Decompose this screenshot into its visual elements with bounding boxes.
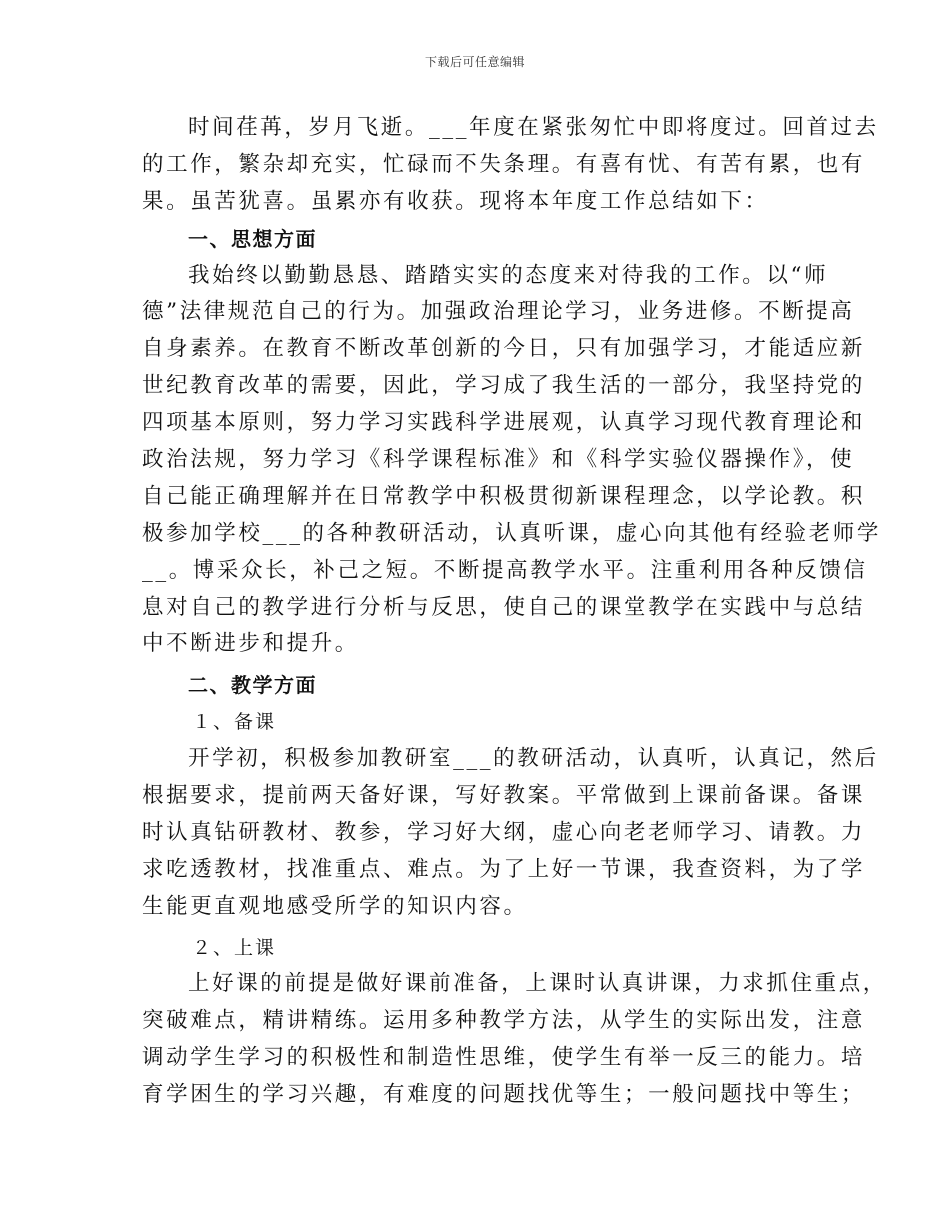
paragraph-line: 果。虽苦犹喜。虽累亦有收获。现将本年度工作总结如下：: [142, 188, 769, 214]
paragraph-line: 政治法规，努力学习《科学课程标准》和《科学实验仪器操作》，使: [142, 447, 855, 473]
paragraph-line: 息对自己的教学进行分析与反思，使自己的课堂教学在实践中与总结: [142, 594, 866, 620]
section-heading: 二、教学方面: [188, 673, 317, 698]
subsection-heading: １、备课: [192, 711, 277, 734]
paragraph-line: 中不断进步和提升。: [142, 631, 359, 657]
page-header-note: 下载后可任意编辑: [424, 55, 525, 69]
paragraph-line: 我始终以勤勤恳恳、踏踏实实的态度来对待我的工作。以“师: [188, 262, 829, 288]
paragraph-line: __。博采众长，补己之短。不断提高教学水平。注重利用各种反馈信: [142, 557, 868, 583]
paragraph-line: 生能更直观地感受所学的知识内容。: [142, 893, 528, 919]
paragraph-line: 德”法律规范自己的行为。加强政治理论学习，业务进修。不断提高: [142, 299, 855, 325]
paragraph-line: 时认真钻研教材、教参，学习好大纲，虚心向老老师学习、请教。力: [142, 819, 866, 845]
section-heading: 一、思想方面: [188, 226, 317, 251]
document-body: [142, 110, 887, 1114]
paragraph-line: 极参加学校___的各种教研活动，认真听课，虚心向其他有经验老师学: [142, 520, 881, 546]
paragraph-line: 突破难点，精讲精练。运用多种教学方法，从学生的实际出发，注意: [142, 1008, 866, 1034]
paragraph-line: 求吃透教材，找准重点、难点。为了上好一节课，我查资料，为了学: [142, 856, 866, 882]
subsection-heading: ２、上课: [192, 936, 277, 959]
paragraph-line: 自己能正确理解并在日常教学中积极贯彻新课程理念，以学论教。积: [142, 483, 866, 509]
paragraph-line: 上好课的前提是做好课前准备，上课时认真讲课，力求抓住重点，: [188, 971, 887, 997]
paragraph-line: 育学困生的学习兴趣，有难度的问题找优等生；一般问题找中等生；: [142, 1082, 866, 1108]
paragraph-line: 自身素养。在教育不断改革创新的今日，只有加强学习，才能适应新: [142, 336, 866, 362]
paragraph-line: 时间荏苒，岁月飞逝。___年度在紧张匆忙中即将度过。回首过去: [188, 115, 879, 140]
paragraph-line: 调动学生学习的积极性和制造性思维，使学生有举一反三的能力。培: [142, 1045, 866, 1071]
paragraph-line: 的工作，繁杂却充实，忙碌而不失条理。有喜有忧、有苦有累，也有: [142, 151, 866, 177]
paragraph-line: 四项基本原则，努力学习实践科学进展观，认真学习现代教育理论和: [142, 410, 866, 436]
paragraph-line: 世纪教育改革的需要，因此，学习成了我生活的一部分，我坚持党的: [142, 373, 866, 399]
paragraph-line: 开学初，积极参加教研室___的教研活动，认真听，认真记，然后: [188, 746, 879, 772]
paragraph-line: 根据要求，提前两天备好课，写好教案。平常做到上课前备课。备课: [142, 783, 866, 809]
